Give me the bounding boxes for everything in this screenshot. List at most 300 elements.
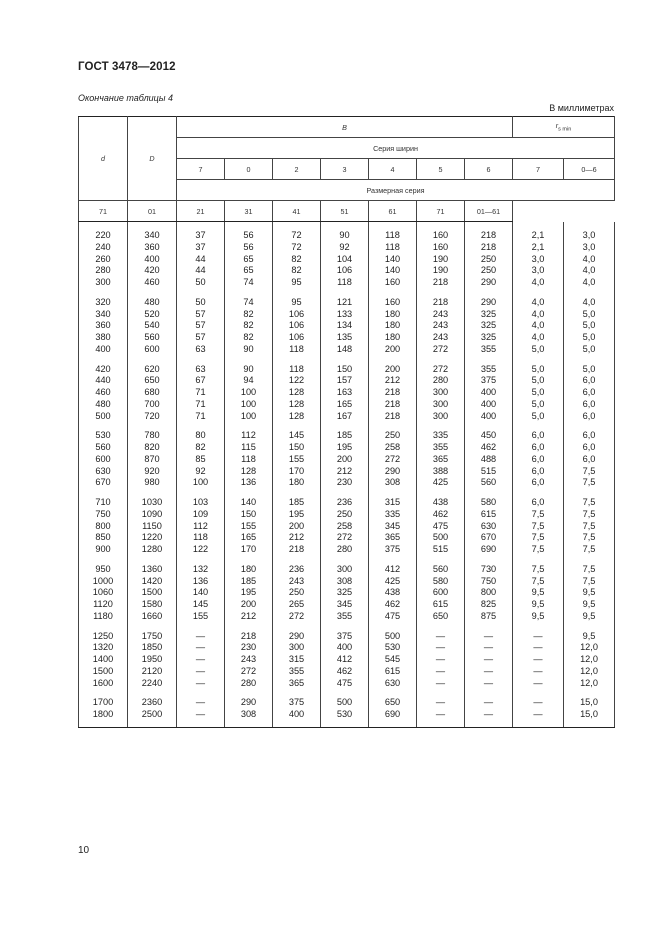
size-series-cell: 01 <box>128 201 177 222</box>
table-cell: 7,5 <box>513 576 564 588</box>
table-cell: 670 <box>79 477 128 489</box>
table-cell: 200 <box>321 454 369 466</box>
table-cell: 4,0 <box>564 254 615 266</box>
table-cell: 1850 <box>128 642 177 654</box>
table-cell: 825 <box>465 599 513 611</box>
table-cell: 360 <box>128 242 177 254</box>
width-series-cell: 6 <box>465 159 513 180</box>
table-cell: 243 <box>225 654 273 666</box>
table-cell: 6,0 <box>564 399 615 411</box>
table-cell: — <box>465 642 513 654</box>
table-cell: 5,0 <box>564 344 615 356</box>
table-row <box>79 623 615 643</box>
table-cell: 265 <box>273 599 321 611</box>
table-cell: 218 <box>273 544 321 556</box>
table-row <box>79 442 615 454</box>
table-cell: 133 <box>321 309 369 321</box>
table-cell: 218 <box>465 242 513 254</box>
table-cell: 1750 <box>128 623 177 643</box>
table-cell: 1250 <box>79 623 128 643</box>
table-cell: 475 <box>321 678 369 690</box>
table-cell: 185 <box>273 489 321 509</box>
table-cell: 375 <box>321 623 369 643</box>
table-cell: 9,5 <box>564 587 615 599</box>
table-cell: 118 <box>369 222 417 242</box>
table-cell: 1420 <box>128 576 177 588</box>
table-cell: 600 <box>79 454 128 466</box>
table-row <box>79 454 615 466</box>
table-cell: 121 <box>321 289 369 309</box>
table-cell: 320 <box>79 289 128 309</box>
table-cell: 1600 <box>79 678 128 690</box>
table-cell: 163 <box>321 387 369 399</box>
table-cell: 7,5 <box>564 556 615 576</box>
table-cell: 6,0 <box>513 422 564 442</box>
table-row <box>79 678 615 690</box>
table-cell: 315 <box>369 489 417 509</box>
table-cell: 90 <box>321 222 369 242</box>
table-cell: 180 <box>369 332 417 344</box>
table-cell: 315 <box>273 654 321 666</box>
table-row <box>79 689 615 709</box>
table-cell: 1660 <box>128 611 177 623</box>
table-cell: 1090 <box>128 509 177 521</box>
table-cell: 650 <box>369 689 417 709</box>
table-cell: 212 <box>225 611 273 623</box>
table-cell: 365 <box>417 454 465 466</box>
header-size-series: Размерная серия <box>177 180 615 201</box>
table-cell: 82 <box>225 320 273 332</box>
table-cell: — <box>177 654 225 666</box>
table-row <box>79 521 615 533</box>
table-cell: 272 <box>369 454 417 466</box>
table-cell: 6,0 <box>513 477 564 489</box>
table-cell: 5,0 <box>564 356 615 376</box>
table-cell: 71 <box>177 411 225 423</box>
table-cell: 325 <box>465 320 513 332</box>
table-row <box>79 576 615 588</box>
standard-title: ГОСТ 3478—2012 <box>78 61 176 73</box>
table-cell: 128 <box>225 466 273 478</box>
table-cell: — <box>177 689 225 709</box>
table-cell: 6,0 <box>564 454 615 466</box>
table-cell: 71 <box>177 399 225 411</box>
table-cell: 340 <box>128 222 177 242</box>
table-cell: 375 <box>369 544 417 556</box>
table-cell: — <box>513 666 564 678</box>
table-cell: 67 <box>177 375 225 387</box>
table-cell: 106 <box>273 320 321 332</box>
table-cell: 180 <box>225 556 273 576</box>
table-cell: 2360 <box>128 689 177 709</box>
table-cell: 250 <box>465 254 513 266</box>
table-cell: 325 <box>465 309 513 321</box>
table-cell: 100 <box>225 387 273 399</box>
table-cell: 480 <box>79 399 128 411</box>
table-cell: 290 <box>273 623 321 643</box>
table-cell: 72 <box>273 222 321 242</box>
table-cell: — <box>465 654 513 666</box>
table-cell: 106 <box>273 332 321 344</box>
table-cell: — <box>177 666 225 678</box>
table-cell: 710 <box>79 489 128 509</box>
table-cell: 218 <box>369 411 417 423</box>
table-cell: 375 <box>465 375 513 387</box>
table-cell: 250 <box>273 587 321 599</box>
table-cell: 185 <box>321 422 369 442</box>
table-cell: 258 <box>321 521 369 533</box>
table-cell: — <box>177 623 225 643</box>
table-cell: 308 <box>369 477 417 489</box>
table-cell: 2,1 <box>513 242 564 254</box>
table-cell: 1030 <box>128 489 177 509</box>
table-cell: 7,5 <box>513 521 564 533</box>
table-cell: 355 <box>417 442 465 454</box>
table-cell: 560 <box>128 332 177 344</box>
table-cell: 212 <box>273 532 321 544</box>
table-cell: 280 <box>79 265 128 277</box>
header-B: B <box>177 117 513 138</box>
table-cell: — <box>417 709 465 727</box>
table-row <box>79 411 615 423</box>
table-cell: 1180 <box>79 611 128 623</box>
table-cell: 580 <box>465 489 513 509</box>
table-cell: 63 <box>177 356 225 376</box>
table-cell: 345 <box>369 521 417 533</box>
table-cell: 7,5 <box>513 556 564 576</box>
table-cell: 4,0 <box>564 277 615 289</box>
table-cell: 500 <box>417 532 465 544</box>
table-cell: 475 <box>369 611 417 623</box>
table-cell: 104 <box>321 254 369 266</box>
table-cell: 400 <box>273 709 321 727</box>
table-cell: 155 <box>273 454 321 466</box>
table-cell: 1280 <box>128 544 177 556</box>
table-cell: — <box>513 642 564 654</box>
table-cell: 135 <box>321 332 369 344</box>
table-row <box>79 222 615 242</box>
table-cell: 560 <box>79 442 128 454</box>
table-cell: 57 <box>177 309 225 321</box>
table-cell: 800 <box>79 521 128 533</box>
table-cell: 5,0 <box>564 320 615 332</box>
table-cell: 530 <box>321 709 369 727</box>
table-cell: 9,5 <box>513 611 564 623</box>
table-cell: 218 <box>369 399 417 411</box>
table-cell: 118 <box>321 277 369 289</box>
table-cell: 530 <box>79 422 128 442</box>
table-cell: 109 <box>177 509 225 521</box>
table-row <box>79 254 615 266</box>
table-cell: 170 <box>273 466 321 478</box>
table-cell: 2,1 <box>513 222 564 242</box>
table-cell: 160 <box>417 222 465 242</box>
table-cell: 82 <box>225 309 273 321</box>
table-cell: 112 <box>225 422 273 442</box>
table-cell: 520 <box>128 309 177 321</box>
table-cell: 56 <box>225 242 273 254</box>
table-cell: 82 <box>273 265 321 277</box>
width-series-cell: 5 <box>417 159 465 180</box>
table-cell: 150 <box>225 509 273 521</box>
table-cell: 1400 <box>79 654 128 666</box>
table-cell: 106 <box>321 265 369 277</box>
table-cell: 4,0 <box>564 289 615 309</box>
table-cell: 950 <box>79 556 128 576</box>
table-cell: 335 <box>369 509 417 521</box>
table-cell: 37 <box>177 222 225 242</box>
table-row <box>79 242 615 254</box>
table-cell: 412 <box>369 556 417 576</box>
table-cell: 95 <box>273 289 321 309</box>
table-cell: 438 <box>369 587 417 599</box>
size-series-cell: 21 <box>177 201 225 222</box>
table-cell: — <box>417 666 465 678</box>
table-row <box>79 509 615 521</box>
table-row <box>79 477 615 489</box>
table-row <box>79 387 615 399</box>
table-cell: — <box>513 709 564 727</box>
width-series-cell: 2 <box>273 159 321 180</box>
table-cell: 290 <box>369 466 417 478</box>
table-cell: 118 <box>177 532 225 544</box>
table-cell: 218 <box>417 277 465 289</box>
table-cell: 1500 <box>79 666 128 678</box>
table-cell: 9,5 <box>564 623 615 643</box>
table-row <box>79 587 615 599</box>
table-cell: 870 <box>128 454 177 466</box>
table-cell: 400 <box>79 344 128 356</box>
table-cell: 438 <box>417 489 465 509</box>
table-cell: 118 <box>369 242 417 254</box>
table-row <box>79 489 615 509</box>
table-cell: 82 <box>177 442 225 454</box>
table-cell: 258 <box>369 442 417 454</box>
table-cell: 500 <box>321 689 369 709</box>
header-width-series: Серия ширин <box>177 138 615 159</box>
table-cell: — <box>177 709 225 727</box>
table-cell: 6,0 <box>513 466 564 478</box>
table-cell: 167 <box>321 411 369 423</box>
table-cell: 50 <box>177 289 225 309</box>
table-cell: 280 <box>417 375 465 387</box>
table-cell: 920 <box>128 466 177 478</box>
table-row <box>79 654 615 666</box>
table-cell: 3,0 <box>564 242 615 254</box>
table-cell: 65 <box>225 254 273 266</box>
table-cell: — <box>177 678 225 690</box>
table-cell: — <box>417 654 465 666</box>
table-row <box>79 642 615 654</box>
table-cell: 750 <box>79 509 128 521</box>
header-D: D <box>128 117 177 201</box>
table-cell: 118 <box>273 344 321 356</box>
table-cell: 12,0 <box>564 642 615 654</box>
size-series-cell: 41 <box>273 201 321 222</box>
table-caption: Окончание таблицы 4 <box>78 93 173 103</box>
table-cell: 4,0 <box>513 277 564 289</box>
width-series-cell: 7 <box>513 159 564 180</box>
table-cell: 1000 <box>79 576 128 588</box>
table-cell: 400 <box>128 254 177 266</box>
table-cell: 365 <box>273 678 321 690</box>
size-series-cell: 51 <box>321 201 369 222</box>
table-cell: 218 <box>225 623 273 643</box>
table-cell: 750 <box>465 576 513 588</box>
table-row <box>79 611 615 623</box>
table-cell: — <box>513 623 564 643</box>
table-cell: 3,0 <box>513 254 564 266</box>
table-cell: 3,0 <box>564 222 615 242</box>
table-cell: 185 <box>225 576 273 588</box>
table-cell: — <box>417 678 465 690</box>
table-cell: 100 <box>225 399 273 411</box>
table-cell: — <box>465 678 513 690</box>
table-cell: 243 <box>273 576 321 588</box>
table-cell: 540 <box>128 320 177 332</box>
table-cell: 165 <box>225 532 273 544</box>
units-label: В миллиметрах <box>549 103 614 113</box>
table-cell: 680 <box>128 387 177 399</box>
table-cell: 308 <box>321 576 369 588</box>
table-row <box>79 556 615 576</box>
table-cell: 650 <box>417 611 465 623</box>
table-cell: 462 <box>417 509 465 521</box>
table-cell: 37 <box>177 242 225 254</box>
table-cell: 230 <box>321 477 369 489</box>
table-cell: 580 <box>417 576 465 588</box>
table-cell: 118 <box>225 454 273 466</box>
table-header <box>79 117 615 222</box>
table-row <box>79 466 615 478</box>
table-cell: 9,5 <box>564 599 615 611</box>
width-series-cell: 4 <box>369 159 417 180</box>
table-cell: 128 <box>273 411 321 423</box>
table-cell: 155 <box>177 611 225 623</box>
table-cell: — <box>417 642 465 654</box>
table-cell: 180 <box>369 309 417 321</box>
table-cell: 462 <box>321 666 369 678</box>
table-cell: 148 <box>321 344 369 356</box>
size-series-cell: 71 <box>79 201 128 222</box>
table-cell: 195 <box>273 509 321 521</box>
table-row <box>79 320 615 332</box>
table-cell: 488 <box>465 454 513 466</box>
table-cell: 15,0 <box>564 689 615 709</box>
table-cell: 128 <box>273 399 321 411</box>
table-cell: 44 <box>177 254 225 266</box>
table-cell: 355 <box>321 611 369 623</box>
table-row <box>79 309 615 321</box>
table-row <box>79 344 615 356</box>
table-cell: 280 <box>225 678 273 690</box>
table-body <box>79 222 615 728</box>
table-cell: 460 <box>128 277 177 289</box>
table-row <box>79 709 615 727</box>
table-cell: 515 <box>417 544 465 556</box>
table-row <box>79 375 615 387</box>
table-cell: 218 <box>465 222 513 242</box>
table-cell: 122 <box>177 544 225 556</box>
table-cell: 132 <box>177 556 225 576</box>
table-cell: 272 <box>321 532 369 544</box>
table-cell: 140 <box>369 254 417 266</box>
table-cell: 243 <box>417 320 465 332</box>
table-cell: — <box>513 689 564 709</box>
table-cell: 2240 <box>128 678 177 690</box>
table-row <box>79 265 615 277</box>
table-cell: 82 <box>273 254 321 266</box>
table-cell: 500 <box>369 623 417 643</box>
table-cell: 220 <box>79 222 128 242</box>
table-cell: 180 <box>369 320 417 332</box>
table-cell: 420 <box>79 356 128 376</box>
table-cell: 460 <box>79 387 128 399</box>
table-cell: 290 <box>465 277 513 289</box>
table-cell: 190 <box>417 265 465 277</box>
table-cell: 875 <box>465 611 513 623</box>
table-cell: 290 <box>225 689 273 709</box>
table-cell: 462 <box>465 442 513 454</box>
table-cell: 5,0 <box>513 399 564 411</box>
table-cell: — <box>465 666 513 678</box>
table-cell: 600 <box>128 344 177 356</box>
table-cell: 300 <box>79 277 128 289</box>
table-cell: 145 <box>177 599 225 611</box>
table-cell: 730 <box>465 556 513 576</box>
table-cell: 300 <box>417 411 465 423</box>
table-cell: — <box>465 689 513 709</box>
table-cell: 6,0 <box>564 442 615 454</box>
table-cell: 100 <box>177 477 225 489</box>
table-cell: 4,0 <box>513 289 564 309</box>
table-cell: 128 <box>273 387 321 399</box>
table-cell: 365 <box>369 532 417 544</box>
table-cell: 1700 <box>79 689 128 709</box>
table-cell: 57 <box>177 320 225 332</box>
table-cell: 7,5 <box>564 521 615 533</box>
table-cell: 375 <box>273 689 321 709</box>
table-cell: 85 <box>177 454 225 466</box>
size-series-cell: 61 <box>369 201 417 222</box>
table-cell: 72 <box>273 242 321 254</box>
table-cell: 165 <box>321 399 369 411</box>
table-cell: 690 <box>369 709 417 727</box>
table-row <box>79 289 615 309</box>
table-cell: 74 <box>225 277 273 289</box>
size-series-cell: 71 <box>417 201 465 222</box>
table-cell: 260 <box>79 254 128 266</box>
table-cell: 272 <box>417 344 465 356</box>
table-cell: 195 <box>225 587 273 599</box>
table-cell: 388 <box>417 466 465 478</box>
table-cell: 440 <box>79 375 128 387</box>
table-cell: 6,0 <box>564 387 615 399</box>
table-cell: 6,0 <box>564 422 615 442</box>
table-cell: 425 <box>417 477 465 489</box>
table-cell: 280 <box>321 544 369 556</box>
table-cell: 335 <box>417 422 465 442</box>
size-series-cell: 01—61 <box>465 201 513 222</box>
table-row <box>79 332 615 344</box>
table-cell: 360 <box>79 320 128 332</box>
table-cell: 1320 <box>79 642 128 654</box>
table-cell: 12,0 <box>564 666 615 678</box>
table-cell: 136 <box>225 477 273 489</box>
table-cell: 90 <box>225 344 273 356</box>
header-rs-min: $r_{s min}$ <box>513 117 615 138</box>
table-cell: 2120 <box>128 666 177 678</box>
